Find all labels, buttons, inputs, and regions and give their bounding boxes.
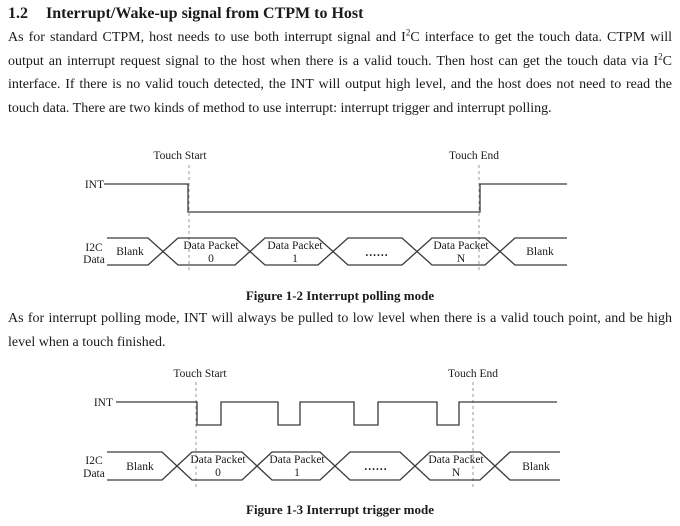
i2c-bus-waveform-bottom-rail bbox=[107, 452, 560, 480]
bus-segment-blank-right: Blank bbox=[526, 246, 554, 258]
bus-segment-packet0-line2: 0 bbox=[208, 253, 214, 265]
paragraph1-text: C interface. If there is no valid touch detected, the INT will output high level, and the host does not need to read the touch data. There are two kinds of method to use interrupt: interrupt trigger and interrupt polling. bbox=[8, 53, 672, 116]
i2c-bus-waveform-top-rail bbox=[107, 238, 567, 265]
paragraph1-text: As for standard CTPM, host needs to use both interrupt signal and I bbox=[8, 30, 406, 45]
int-signal-label: INT bbox=[93, 397, 113, 409]
bus-segment-blank-left: Blank bbox=[116, 246, 144, 258]
int-waveform bbox=[104, 184, 567, 212]
paragraph1-text: C interface to get the touch data. CTPM will output an interrupt request signal to the host when there is a valid touch. Then host can get the touch data via I bbox=[8, 30, 672, 69]
i2c-bus-label-line2: Data bbox=[83, 254, 105, 266]
bus-segment-packet0-line1: Data Packet bbox=[183, 240, 239, 252]
section-title: Interrupt/Wake-up signal from CTPM to Host bbox=[46, 5, 364, 22]
i2c-bus-waveform-bottom-rail bbox=[107, 238, 567, 265]
bus-segment-blank-left: Blank bbox=[126, 461, 154, 473]
figure-trigger-diagram bbox=[0, 363, 680, 513]
figure-polling-caption: Figure 1-2 Interrupt polling mode bbox=[245, 288, 435, 303]
superscript-2: 2 bbox=[405, 27, 411, 38]
body-paragraph-2: As for interrupt polling mode, INT will always be pulled to low level when there is a valid touch point, and be high level when a touch finished. bbox=[8, 311, 672, 350]
bus-segment-packet1-line2: 1 bbox=[292, 253, 298, 265]
bus-segment-packetN-line2: N bbox=[451, 467, 461, 479]
section-number: 1.2 bbox=[8, 5, 28, 22]
int-signal-label: INT bbox=[84, 179, 104, 191]
bus-segment-ellipsis: ...... bbox=[364, 461, 388, 473]
bus-segment-blank-right: Blank bbox=[522, 461, 550, 473]
i2c-bus-waveform-top-rail bbox=[107, 452, 560, 480]
bus-segment-packet1-line1: Data Packet bbox=[267, 240, 323, 252]
body-paragraph-1 bbox=[8, 26, 672, 120]
bus-segment-ellipsis: ...... bbox=[365, 247, 389, 259]
superscript-2: 2 bbox=[658, 50, 663, 61]
figure-polling-diagram bbox=[0, 145, 680, 303]
touch-end-label: Touch End bbox=[449, 150, 499, 162]
bus-segment-packet1-line2: 1 bbox=[294, 467, 300, 479]
section-heading bbox=[8, 5, 672, 23]
bus-segment-packetN-line1: Data Packet bbox=[433, 240, 489, 252]
int-waveform bbox=[116, 402, 557, 425]
i2c-bus-label-line1: I2C bbox=[85, 455, 103, 467]
bus-segment-packet0-line2: 0 bbox=[215, 467, 221, 479]
bus-segment-packetN-line2: N bbox=[456, 253, 466, 265]
i2c-bus-label-line2: Data bbox=[83, 468, 105, 480]
bus-segment-packetN-line1: Data Packet bbox=[428, 454, 484, 466]
bus-segment-packet1-line1: Data Packet bbox=[269, 454, 325, 466]
i2c-bus-label-line1: I2C bbox=[85, 242, 103, 254]
touch-start-label: Touch Start bbox=[153, 150, 207, 162]
figure-trigger-caption: Figure 1-3 Interrupt trigger mode bbox=[246, 502, 434, 517]
touch-end-label: Touch End bbox=[448, 368, 498, 380]
bus-segment-packet0-line1: Data Packet bbox=[190, 454, 246, 466]
touch-start-label: Touch Start bbox=[173, 368, 227, 380]
